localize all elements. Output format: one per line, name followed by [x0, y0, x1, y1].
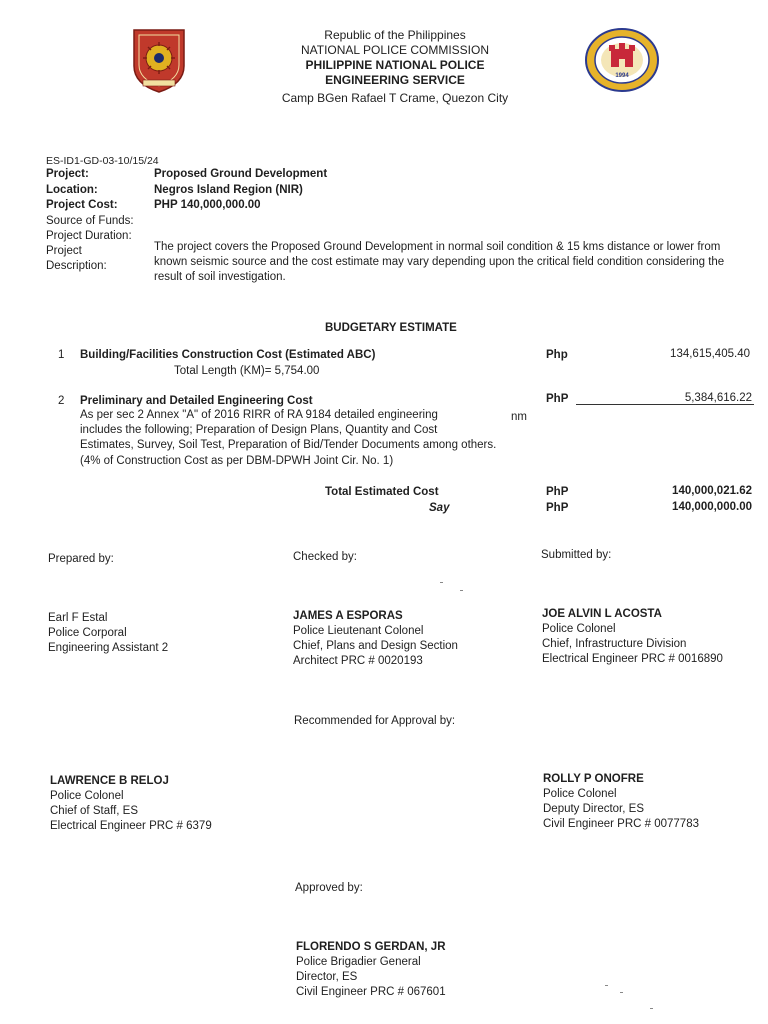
signatory-name: JAMES A ESPORAS — [293, 610, 403, 622]
project-value: Proposed Ground Development — [154, 168, 328, 180]
approved-by-label: Approved by: — [295, 882, 363, 894]
header-address: Camp BGen Rafael T Crame, Quezon City — [281, 91, 509, 105]
signatory-rank: Police Brigadier General — [296, 956, 421, 968]
signatory-prc: Architect PRC # 0020193 — [293, 655, 423, 667]
signatory-name: Earl F Estal — [48, 612, 108, 624]
signatory-position: Chief, Plans and Design Section — [293, 640, 458, 652]
header-pnp: PHILIPPINE NATIONAL POLICE — [305, 58, 485, 72]
scan-speck — [650, 1008, 653, 1009]
header-republic: Republic of the Philippines — [324, 28, 466, 42]
signatory-recommended-right — [543, 772, 699, 832]
signatory-position: Chief of Staff, ES — [50, 805, 139, 817]
description-label-1: Project — [46, 245, 82, 257]
signatory-rank: Police Colonel — [543, 788, 617, 800]
signatory-submitted — [542, 607, 723, 667]
signatory-name: JOE ALVIN L ACOSTA — [542, 608, 662, 620]
item2-amount-underline — [576, 404, 754, 405]
total-currency: PhP — [546, 486, 569, 498]
item2-number: 2 — [58, 395, 65, 407]
say-amount: 140,000,000.00 — [672, 501, 752, 513]
recommended-by-label: Recommended for Approval by: — [294, 715, 456, 727]
scan-speck — [460, 590, 463, 591]
engineering-service-seal-logo — [584, 27, 660, 93]
signatory-prepared — [48, 611, 168, 656]
total-amount: 140,000,021.62 — [672, 485, 752, 497]
item2-line3: Estimates, Survey, Soil Test, Preparation of Bid/Tender Documents among others. — [80, 439, 497, 451]
header-es: ENGINEERING SERVICE — [325, 73, 465, 87]
signatory-name: FLORENDO S GERDAN, JR — [296, 941, 446, 953]
description-label-2: Description: — [46, 260, 107, 272]
signatory-prc: Electrical Engineer PRC # 6379 — [50, 820, 212, 832]
item2-currency: PhP — [546, 393, 569, 405]
signatory-position: Director, ES — [296, 971, 358, 983]
signatory-approver — [296, 940, 446, 1000]
signatory-checked — [293, 609, 458, 669]
header-napolcom: NATIONAL POLICE COMMISSION — [300, 43, 490, 57]
signatory-position: Engineering Assistant 2 — [48, 642, 169, 654]
reference-number: ES-ID1-GD-03-10/15/24 — [46, 155, 159, 167]
pnp-seal-logo — [130, 26, 188, 94]
signatory-position: Deputy Director, ES — [543, 803, 644, 815]
budget-title: BUDGETARY ESTIMATE — [325, 322, 457, 334]
signatory-prc: Electrical Engineer PRC # 0016890 — [542, 653, 723, 665]
project-description: The project covers the Proposed Ground Development in normal soil condition & 15 kms distance or lower from known seismic source and the cost estimate may vary depending upon the critical field condition considering the result of soil investigation. — [154, 241, 725, 283]
item1-title: Building/Facilities Construction Cost (Estimated ABC) — [80, 349, 376, 361]
scan-speck — [620, 992, 623, 993]
say-currency: PhP — [546, 502, 569, 514]
project-duration-label: Project Duration: — [46, 230, 132, 242]
signatory-prc: Civil Engineer PRC # 0077783 — [543, 818, 699, 830]
item1-amount: 134,615,405.40 — [670, 348, 750, 360]
item2-amount: 5,384,616.22 — [684, 392, 752, 404]
item1-currency: Php — [546, 349, 568, 361]
source-of-funds-label: Source of Funds: — [46, 215, 134, 227]
signatory-name: LAWRENCE B RELOJ — [50, 775, 169, 787]
item2-line4: (4% of Construction Cost as per DBM-DPWH Joint Cir. No. 1) — [80, 455, 394, 467]
signatory-rank: Police Colonel — [542, 623, 616, 635]
item2-nm: nm — [511, 411, 527, 423]
seal-year: 1994 — [615, 73, 629, 79]
checked-by-label: Checked by: — [293, 551, 357, 563]
project-label: Project: — [46, 168, 89, 180]
say-label: Say — [429, 502, 450, 514]
location-value: Negros Island Region (NIR) — [154, 184, 303, 196]
signatory-prc: Civil Engineer PRC # 067601 — [296, 986, 446, 998]
prepared-by-label: Prepared by: — [48, 553, 114, 565]
item2-title: Preliminary and Detailed Engineering Cost — [80, 395, 313, 407]
signatory-position: Chief, Infrastructure Division — [542, 638, 687, 650]
signatory-recommended-left — [50, 774, 212, 834]
scan-speck — [440, 582, 443, 583]
signatory-rank: Police Lieutenant Colonel — [293, 625, 424, 637]
signatory-rank: Police Corporal — [48, 627, 127, 639]
item1-number: 1 — [58, 349, 65, 361]
signatory-rank: Police Colonel — [50, 790, 124, 802]
item2-line1: As per sec 2 Annex "A" of 2016 RIRR of RA 9184 detailed engineering — [80, 409, 438, 421]
item2-line2: includes the following; Preparation of Design Plans, Quantity and Cost — [80, 424, 438, 436]
scan-speck — [605, 985, 608, 986]
signatory-name: ROLLY P ONOFRE — [543, 773, 644, 785]
project-cost-value: PHP 140,000,000.00 — [154, 199, 261, 211]
total-estimated-cost-label: Total Estimated Cost — [325, 486, 439, 498]
location-label: Location: — [46, 184, 98, 196]
project-cost-label: Project Cost: — [46, 199, 118, 211]
submitted-by-label: Submitted by: — [541, 549, 612, 561]
item1-total-length: Total Length (KM)= 5,754.00 — [174, 365, 320, 377]
